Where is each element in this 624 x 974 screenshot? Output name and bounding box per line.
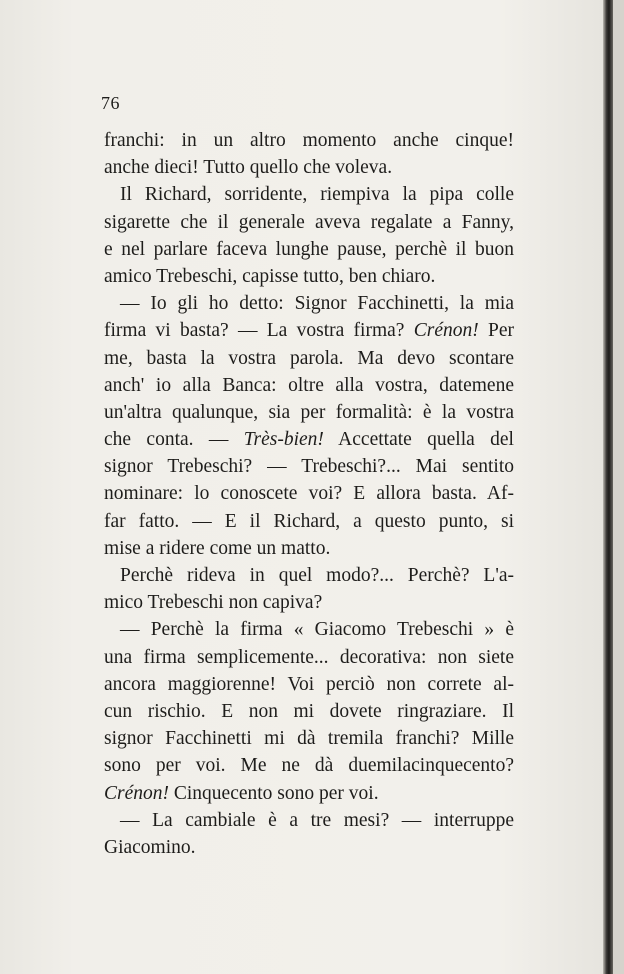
text-line-main: Perchè rideva in quel modo?... Perchè? L'a-: [120, 565, 514, 586]
text-line-main: — La cambiale è a tre mesi? — interruppe: [120, 809, 514, 831]
text-line-main: mico Trebeschi non capiva?: [104, 592, 323, 614]
text-line: [104, 426, 514, 453]
text-line: [104, 154, 514, 181]
text-line: [104, 698, 514, 725]
text-line-main: amico Trebeschi, capisse tutto, ben chiaro.: [104, 265, 436, 287]
text-line-main: un'altra qualunque, sia per formalità: è la vostra: [104, 401, 514, 423]
text-line-main: franchi: in un altro momento anche cinque!: [104, 130, 514, 151]
text-line: [104, 834, 514, 861]
text-line: [104, 508, 514, 535]
text-line: [104, 616, 514, 643]
text-line-after: Per: [478, 320, 514, 342]
text-line: [104, 780, 514, 807]
text-line: [104, 372, 514, 399]
text-line-main: una firma semplicemente... decorativa: non siete: [104, 646, 514, 668]
text-line: [104, 399, 514, 426]
text-line-main: far fatto. — E il Richard, a questo punto, si: [104, 510, 514, 532]
page-number: 76: [101, 93, 120, 113]
text-line-main: nominare: lo conoscete voi? E allora basta. Af-: [104, 483, 514, 505]
text-line-main: che conta. —: [104, 429, 244, 451]
text-line: [104, 725, 514, 752]
text-line-main: Giacomino.: [104, 836, 196, 858]
text-line: [104, 752, 514, 779]
text-line: [104, 480, 514, 507]
text-line-italic: Crénon!: [413, 320, 479, 342]
text-line-main: — Perchè la firma « Giacomo Trebeschi » è: [120, 619, 514, 641]
text-line-main: cun rischio. E non mi dovete ringraziare. Il: [104, 700, 514, 722]
text-line: [104, 127, 514, 154]
text-line-italic: Crénon!: [104, 782, 169, 804]
text-line: [104, 290, 514, 317]
text-line: [104, 345, 514, 372]
text-line: [104, 589, 514, 616]
binding-edge: [603, 0, 613, 974]
text-line-main: e nel parlare faceva lunghe pause, perchè il buon: [104, 238, 514, 260]
text-line-italic: Très-bien!: [243, 429, 324, 451]
text-line: [104, 317, 514, 344]
text-line: [104, 453, 514, 480]
text-line-main: — Io gli ho detto: Signor Facchinetti, la mia: [120, 293, 514, 315]
text-line-main: anch' io alla Banca: oltre alla vostra, datemene: [104, 374, 514, 396]
text-line-main: sono per voi. Me ne dà duemilacinquecento?: [104, 755, 514, 777]
page-edge: [613, 0, 624, 974]
text-line-main: firma vi basta? — La vostra firma?: [104, 320, 414, 342]
text-line: [104, 181, 514, 208]
text-line-after: Cinquecento sono per voi.: [169, 782, 379, 804]
body-text: [104, 127, 514, 861]
text-line: [104, 807, 514, 834]
text-line: [104, 671, 514, 698]
text-line-after: Accettate quella del: [323, 429, 514, 451]
text-line: [104, 263, 514, 290]
text-line-main: anche dieci! Tutto quello che voleva.: [104, 157, 393, 179]
text-line-main: me, basta la vostra parola. Ma devo scontare: [104, 347, 514, 369]
text-line: [104, 644, 514, 671]
text-line-main: Il Richard, sorridente, riempiva la pipa colle: [120, 184, 514, 206]
text-line: [104, 535, 514, 562]
text-line-main: mise a ridere come un matto.: [104, 537, 331, 559]
text-line-main: sigarette che il generale aveva regalate a Fanny,: [104, 211, 514, 233]
text-line-main: signor Facchinetti mi dà tremila franchi? Mille: [104, 728, 514, 750]
text-line: [104, 209, 514, 236]
text-line: [104, 562, 514, 589]
text-line: [104, 236, 514, 263]
text-line-main: signor Trebeschi? — Trebeschi?... Mai sentito: [104, 456, 514, 478]
text-line-main: ancora maggiorenne! Voi perciò non correte al-: [104, 673, 514, 695]
